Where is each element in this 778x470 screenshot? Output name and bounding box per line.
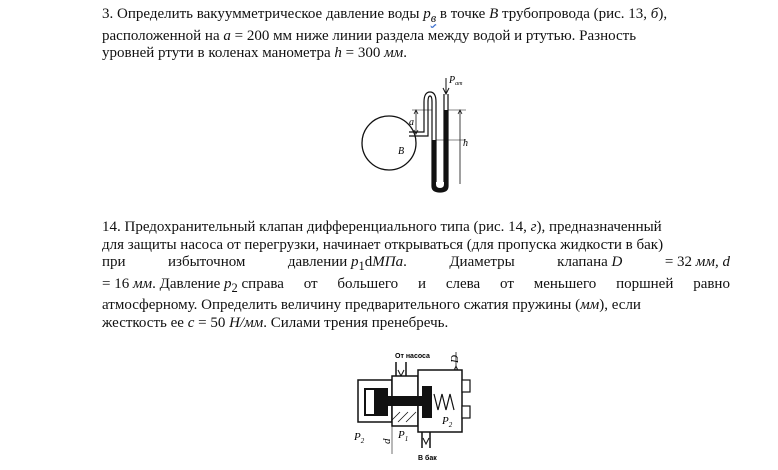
- label-d: d: [381, 438, 393, 444]
- label-from-pump: От насоса: [395, 353, 430, 360]
- problem-14-line-2: для защиты насоса от перегрузки, начинает открываться (для пропуска жидкости в бак): [102, 236, 664, 253]
- label-p2-left: $P_2$: [354, 431, 365, 445]
- label-p2-right: $P_2$: [442, 415, 453, 429]
- label-D: D: [449, 355, 461, 363]
- pipe-circle: [362, 116, 416, 170]
- problem-14-line-4: = 16 мм. Давление $p_2$ справа от большего и слева от меньшего поршней равно: [102, 275, 730, 295]
- mercury-right: [444, 110, 448, 186]
- problem-3-line-2: расположенной на a = 200 мм ниже линии раздела между водой и ртутью. Разность: [102, 27, 637, 44]
- figure-14-valve: [350, 350, 480, 470]
- mercury-left: [432, 140, 436, 186]
- label-patm: $P_{ат}$: [449, 75, 463, 87]
- problem-3-line-1: 3. Определить вакуумметрическое давление воды $p_в$ в точке B трубопровода (рис. 13, б),: [102, 6, 668, 25]
- label-b: B: [398, 146, 405, 157]
- problem-14-line-3: при избыточном давлении $p_1dМПа$. Диаметры клапана D = 32 мм, d: [102, 254, 730, 273]
- label-a: a: [409, 117, 414, 128]
- problem-14-line-5: атмосферному. Определить величину предварительного сжатия пружины (мм), если: [102, 297, 641, 313]
- label-h: h: [463, 138, 468, 149]
- problem-14-line-1: 14. Предохранительный клапан дифференциального типа (рис. 14, г), предназначенный: [102, 219, 662, 235]
- figure-13-manometer: [352, 74, 482, 201]
- problem-14-line-6: жесткость ее c = 50 Н/мм. Силами трения пренебречь.: [102, 314, 449, 331]
- label-to-tank: В бак: [418, 455, 437, 462]
- label-p1: $P_1$: [398, 429, 409, 443]
- problem-14-text: [102, 219, 730, 332]
- problem-3-text: [102, 6, 730, 63]
- problem-3-line-3: уровней ртути в коленах манометра h = 300 мм.: [102, 45, 407, 61]
